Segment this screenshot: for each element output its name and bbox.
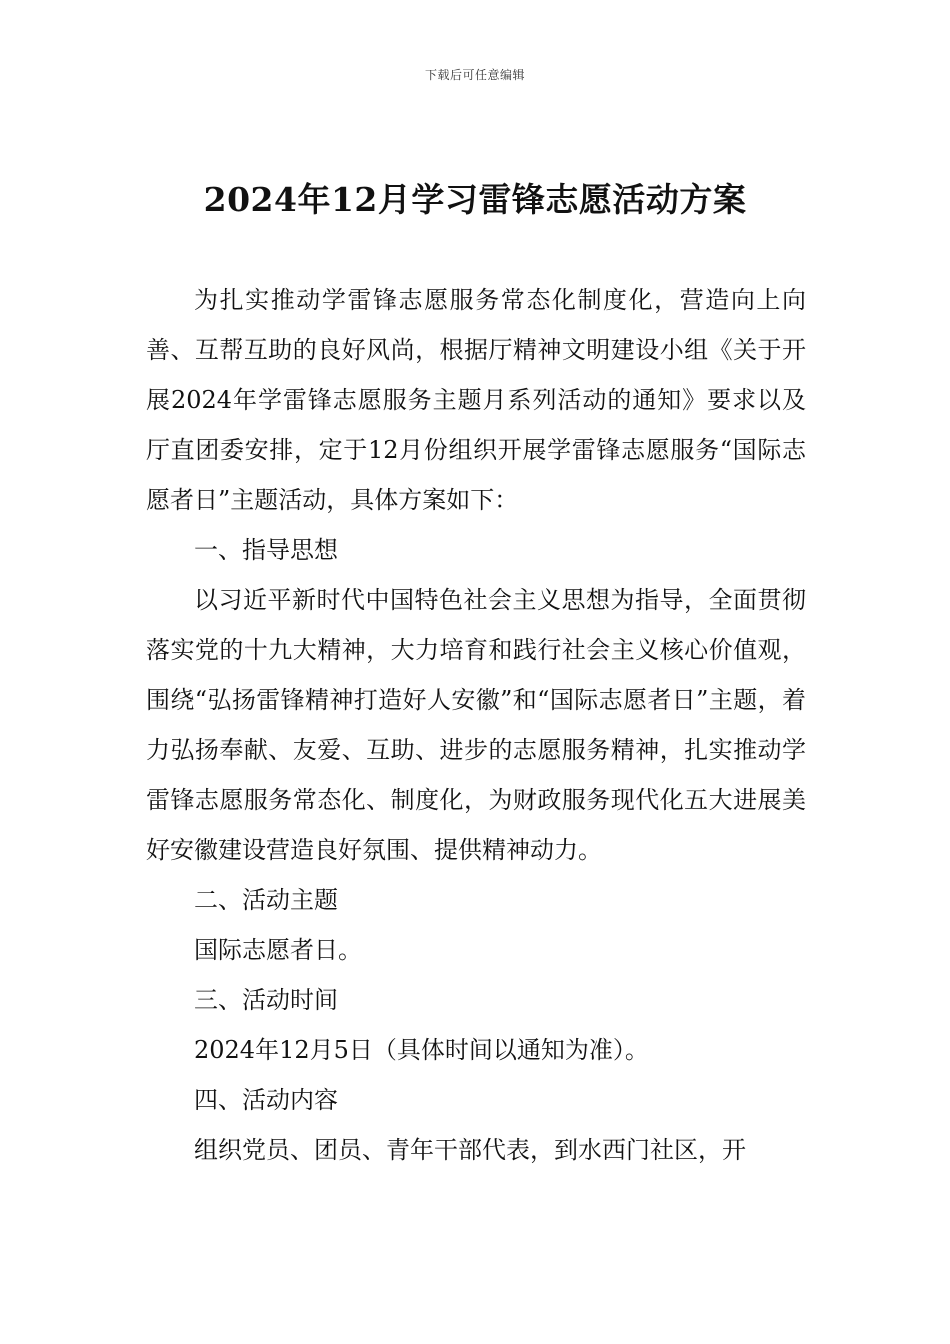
document-title: 2024年12月学习雷锋志愿活动方案 — [203, 180, 747, 219]
section-content-activity-content: 组织党员、团员、青年干部代表，到水西门社区，开 — [194, 1136, 746, 1164]
section-heading-activity-content: 四、活动内容 — [194, 1086, 338, 1114]
section-content-activity-theme: 国际志愿者日。 — [194, 936, 362, 964]
section-content-activity-time: 2024年12月5日（具体时间以通知为准）。 — [194, 1036, 649, 1064]
section-heading-activity-time: 三、活动时间 — [194, 986, 338, 1014]
section-content-guiding-ideology: 以习近平新时代中国特色社会主义思想为指导，全面贯彻落实党的十九大精神，大力培育和践行社会主义核心价值观，围绕“弘扬雷锋精神打造好人安徽”和“国际志愿者日”主题，着力弘扬奉献、友爱、互助、进步的志愿服务精神，扎实推动学雷锋志愿服务常态化、制度化，为财政服务现代化五大进展美好安徽建设营造良好氛围、提供精神动力。 — [146, 586, 806, 864]
header-note: 下载后可任意编辑 — [424, 68, 525, 82]
intro-paragraph: 为扎实推动学雷锋志愿服务常态化制度化，营造向上向善、互帮互助的良好风尚，根据厅精神文明建设小组《关于开展2024年学雷锋志愿服务主题月系列活动的通知》要求以及厅直团委安排，定于12月份组织开展学雷锋志愿服务“国际志愿者日”主题活动，具体方案如下： — [146, 286, 806, 514]
section-heading-activity-theme: 二、活动主题 — [194, 886, 338, 914]
section-heading-guiding-ideology: 一、指导思想 — [194, 536, 338, 564]
document-body — [146, 275, 806, 1175]
